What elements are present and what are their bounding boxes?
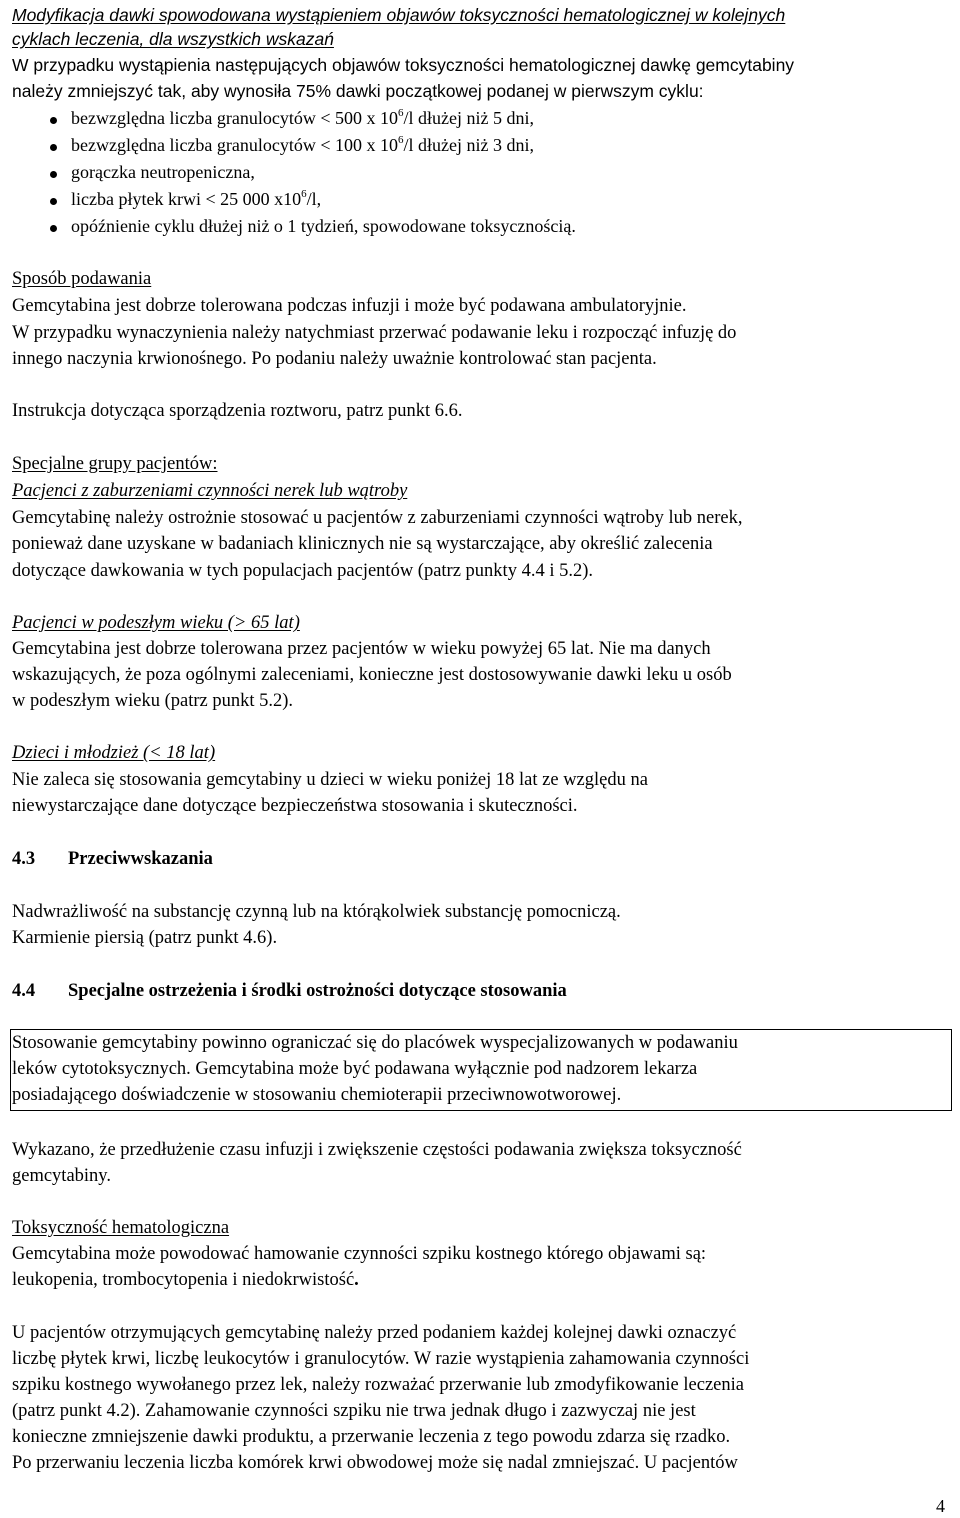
monitoring-line3: szpiku kostnego wywołanego przez lek, należy rozważać przerwanie lub zmodyfikowanie leczenia: [12, 1375, 744, 1395]
infusion-toxicity-line1: Wykazano, że przedłużenie czasu infuzji i zwiększenie częstości podawania zwiększa toksyczność: [12, 1140, 742, 1160]
renal-hepatic-line3: dotyczące dawkowania w tych populacjach pacjentów (patrz punkty 4.4 i 5.2).: [12, 561, 593, 581]
dose-modification-title: Modyfikacja dawki spowodowana wystąpieniem objawów toksyczności hematologicznej w kolejnych: [12, 5, 786, 25]
children-line1: Nie zaleca się stosowania gemcytabiny u dzieci w wieku poniżej 18 lat ze względu na: [12, 770, 648, 790]
bullet-icon: [50, 198, 57, 205]
section-4-4-title: Specjalne ostrzeżenia i środki ostrożności dotyczące stosowania: [68, 981, 567, 1001]
intro-line-1: W przypadku wystąpienia następujących objawów toksyczności hematologicznej dawkę gemcytabiny: [12, 55, 795, 75]
children-line2: niewystarczające dane dotyczące bezpieczeństwa stosowania i skuteczności.: [12, 796, 578, 816]
bullet-item-2: bezwzględna liczba granulocytów < 100 x $10^6/l$ dłużej niż 3 dni,: [71, 134, 535, 155]
intro-line-2: należy zmniejszyć tak, aby wynosiła 75% dawki początkowej podanej w pierwszym cyklu:: [12, 81, 704, 101]
page-number: 4: [936, 1496, 945, 1516]
warning-box-line2: leków cytotoksycznych. Gemcytabina może być podawana wyłącznie pod nadzorem lekarza: [12, 1059, 698, 1079]
elderly-line3: w podeszłym wieku (patrz punkt 5.2).: [12, 691, 294, 711]
administration-p3: Instrukcja dotycząca sporządzenia roztworu, patrz punkt 6.6.: [12, 401, 463, 421]
bullet-icon: [50, 225, 57, 232]
renal-hepatic-line2: ponieważ dane uzyskane w badaniach klinicznych nie są wystarczające, aby określić zalecenia: [12, 534, 713, 554]
renal-hepatic-heading: Pacjenci z zaburzeniami czynności nerek lub wątroby: [12, 481, 408, 501]
elderly-heading: Pacjenci w podeszłym wieku (> 65 lat): [12, 613, 300, 633]
bullet-item-1: bezwzględna liczba granulocytów < 500 x $10^6/l$ dłużej niż 5 dni,: [71, 107, 535, 128]
administration-p2-line1: W przypadku wynaczynienia należy natychmiast przerwać podawanie leku i rozpocząć infuzję do: [12, 323, 737, 343]
contraindication-line1: Nadwrażliwość na substancję czynną lub na którąkolwiek substancję pomocniczą.: [12, 902, 621, 922]
hematologic-toxicity-heading: Toksyczność hematologiczna: [12, 1218, 230, 1238]
monitoring-line2: liczbę płytek krwi, liczbę leukocytów i granulocytów. W razie wystąpienia zahamowania czynności: [12, 1349, 750, 1369]
warning-box-line1: Stosowanie gemcytabiny powinno ograniczać się do placówek wyspecjalizowanych w podawaniu: [12, 1033, 738, 1053]
renal-hepatic-line1: Gemcytabinę należy ostrożnie stosować u pacjentów z zaburzeniami czynności wątroby lub nerek,: [12, 508, 743, 528]
bullet-item-3: gorączka neutropeniczna,: [71, 162, 255, 182]
administration-heading: Sposób podawania: [12, 269, 152, 289]
monitoring-line4: (patrz punkt 4.2). Zahamowanie czynności szpiku nie trwa jednak długo i zazwyczaj nie jest: [12, 1401, 696, 1421]
hematologic-line1: Gemcytabina może powodować hamowanie czynności szpiku kostnego którego objawami są:: [12, 1244, 707, 1264]
administration-p2-line2: innego naczynia krwionośnego. Po podaniu należy uważnie kontrolować stan pacjenta.: [12, 349, 657, 369]
special-groups-heading: Specjalne grupy pacjentów:: [12, 454, 218, 474]
section-4-3-number: 4.3: [12, 849, 36, 869]
elderly-line2: wskazujących, że poza ogólnymi zaleceniami, konieczne jest dostosowywanie dawki leku u osób: [12, 665, 732, 685]
section-4-3-title: Przeciwwskazania: [68, 849, 213, 869]
bullet-icon: [50, 117, 57, 124]
section-4-4-number: 4.4: [12, 981, 36, 1001]
bullet-item-4: liczba płytek krwi < 25 000 $x10^6/l$,: [71, 188, 322, 209]
monitoring-line1: U pacjentów otrzymujących gemcytabinę należy przed podaniem każdej kolejnej dawki oznaczyć: [12, 1323, 737, 1343]
bullet-item-5: opóźnienie cyklu dłużej niż o 1 tydzień, spowodowane toksycznością.: [71, 216, 576, 236]
monitoring-line6: Po przerwaniu leczenia liczba komórek krwi obwodowej może się nadal zmniejszać. U pacjentów: [12, 1453, 738, 1473]
bullet-icon: [50, 144, 57, 151]
dose-modification-title-cont: cyklach leczenia, dla wszystkich wskazań: [12, 29, 334, 49]
administration-p1: Gemcytabina jest dobrze tolerowana podczas infuzji i może być podawana ambulatoryjnie.: [12, 296, 687, 316]
elderly-line1: Gemcytabina jest dobrze tolerowana przez pacjentów w wieku powyżej 65 lat. Nie ma danych: [12, 639, 711, 659]
infusion-toxicity-line2: gemcytabiny.: [12, 1166, 111, 1186]
warning-box-line3: posiadającego doświadczenie w stosowaniu chemioterapii przeciwnowotworowej.: [12, 1085, 622, 1105]
monitoring-line5: konieczne zmniejszenie dawki produktu, a przerwanie leczenia z tego powodu zdarza się rzadko.: [12, 1427, 731, 1447]
contraindication-line2: Karmienie piersią (patrz punkt 4.6).: [12, 928, 278, 948]
children-heading: Dzieci i młodzież (< 18 lat): [12, 743, 216, 763]
hematologic-line2: leukopenia, trombocytopenia i niedokrwistość.: [12, 1270, 359, 1290]
bullet-icon: [50, 171, 57, 178]
